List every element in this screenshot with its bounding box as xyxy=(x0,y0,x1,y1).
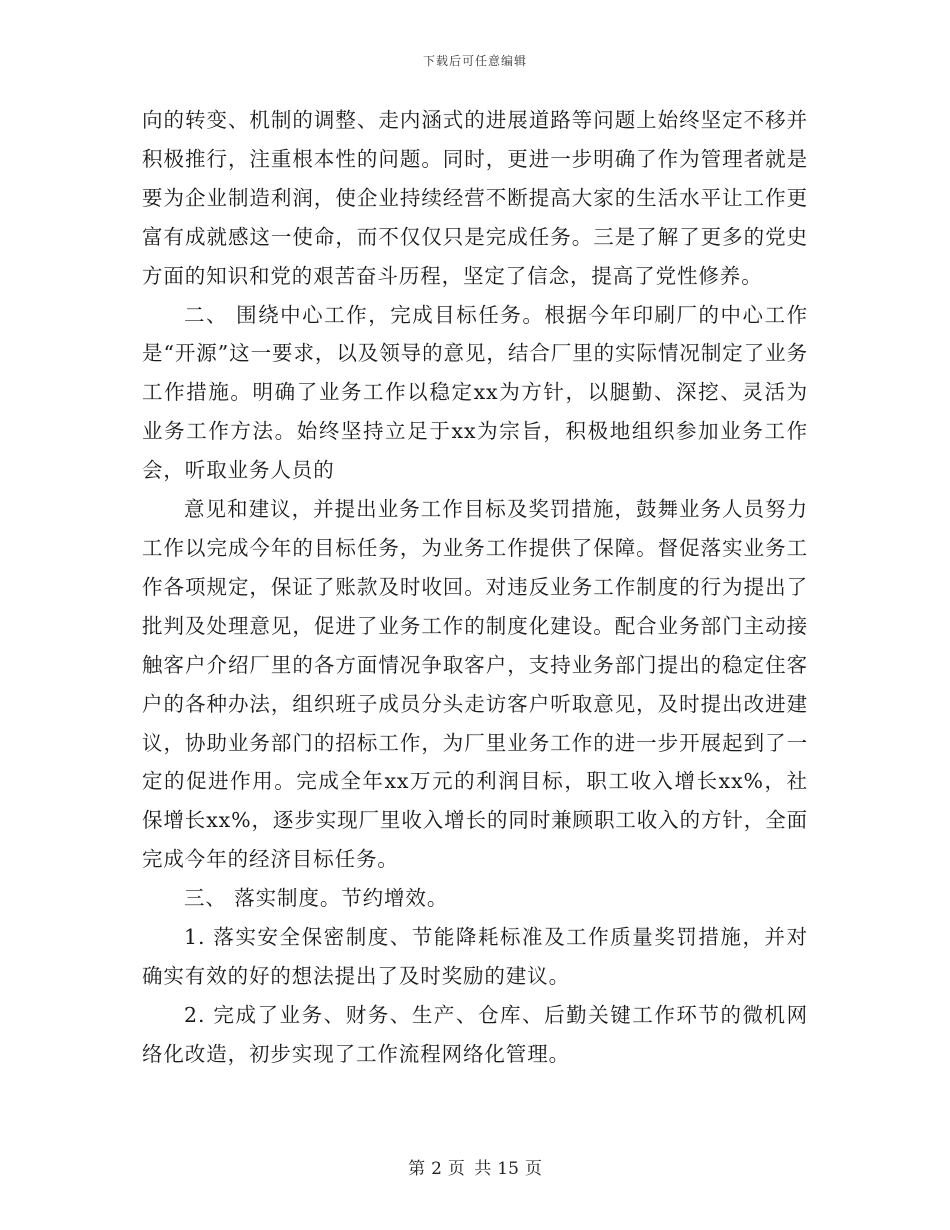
footer-total-pages: 15 xyxy=(497,1159,519,1179)
paragraph-5: 1. 落实安全保密制度、节能降耗标准及工作质量奖罚措施，并对确实有效的好的想法提出了及时奖励的建议。 xyxy=(142,925,808,988)
footer-middle: 页 共 xyxy=(447,1159,492,1179)
paragraph-3: 意见和建议，并提出业务工作目标及奖罚措施，鼓舞业务人员努力工作以完成今年的目标任务，为业务工作提供了保障。督促落实业务工作各项规定，保证了账款及时收回。对违反业务工作制度的行为提出了批判及处理意见，促进了业务工作的制度化建设。配合业务部门主动接触客户介绍厂里的各方面情况争取客户，支持业务部门提出的稳定住客户的各种办法，组织班子成员分头走访客户听取意见，及时提出改进建议，协助业务部门的招标工作，为厂里业务工作的进一步开展起到了一定的促进作用。完成全年xx万元的利润目标，职工收入增长xx%，社保增长xx%，逐步实现厂里收入增长的同时兼顾职工收入的方针，全面完成今年的经济目标任务。 xyxy=(142,497,808,872)
footer-prefix: 第 xyxy=(408,1159,426,1179)
paragraph-2: 二、 围绕中心工作，完成目标任务。根据今年印刷厂的中心工作是“开源”这一要求，以及领导的意见，结合厂里的实际情况制定了业务工作措施。明确了业务工作以稳定xx为方针，以腿勤、深挖、灵活为业务工作方法。始终坚持立足于xx为宗旨，积极地组织参加业务工作会，听取业务人员的 xyxy=(142,302,808,483)
paragraph-4: 三、 落实制度。节约增效。 xyxy=(184,886,449,911)
document-body xyxy=(142,101,808,1074)
paragraph-1: 向的转变、机制的调整、走内涵式的进展道路等问题上始终坚定不移并积极推行，注重根本性的问题。同时，更进一步明确了作为管理者就是要为企业制造利润，使企业持续经营不断提高大家的生活水平让工作更富有成就感这一使命，而不仅仅只是完成任务。三是了解了更多的党史方面的知识和党的艰苦奋斗历程，坚定了信念，提高了党性修养。 xyxy=(142,108,808,288)
page-footer xyxy=(0,1154,950,1179)
paragraph-6: 2. 完成了业务、财务、生产、仓库、后勤关键工作环节的微机网络化改造，初步实现了工作流程网络化管理。 xyxy=(142,1002,808,1066)
footer-suffix: 页 xyxy=(524,1159,542,1179)
footer-page-number: 2 xyxy=(431,1159,442,1179)
page-header: 下载后可任意编辑 xyxy=(422,54,527,68)
